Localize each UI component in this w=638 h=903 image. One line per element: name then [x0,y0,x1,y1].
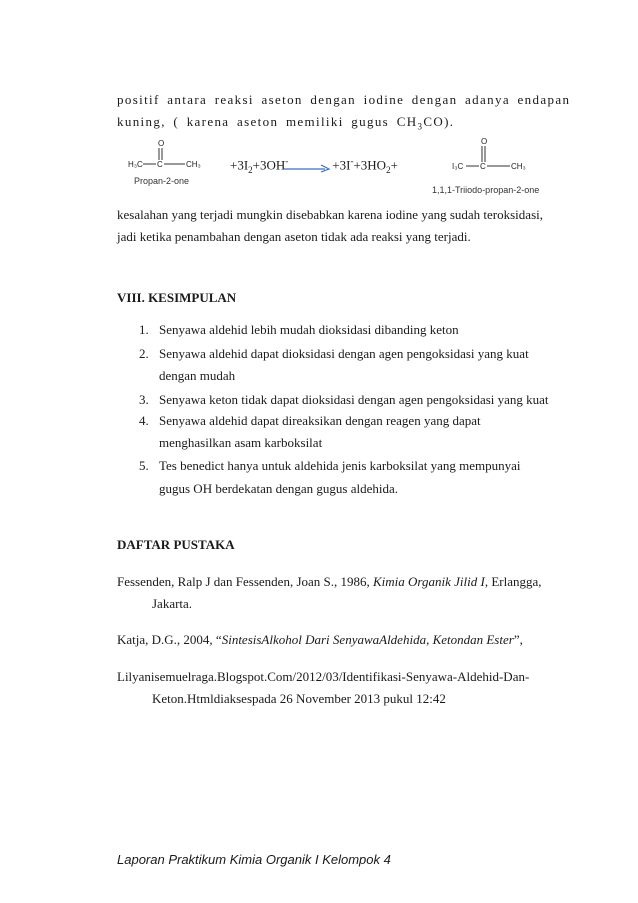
list-item-2-cont: dengan mudah [159,368,236,383]
paragraph-line-1: kesalahan yang terjadi mungkin disebabkan karena iodine yang sudah teroksidasi, [117,207,543,222]
reference-1-publisher: , Erlangga, [484,574,542,589]
list-item-3 [139,392,549,408]
list-item-1 [139,322,459,338]
reference-3: Lilyanisemuelraga.Blogspot.Com/2012/03/Identifikasi-Senyawa-Aldehid-Dan- [117,669,530,684]
list-item-1-num: 1. [139,322,149,337]
list-item-5-text: Tes benedict hanya untuk aldehida jenis karboksilat yang mempunyai [159,458,521,473]
list-item-4-num: 4. [139,413,149,428]
list-item-2-num: 2. [139,346,149,361]
propanone-structure [128,138,228,188]
reference-3-cont: Keton.Htmldiaksespada 26 November 2013 pukul 12:42 [152,691,446,706]
list-item-5-cont: gugus OH berdekatan dengan gugus aldehida. [159,481,398,496]
eq-hydroxide-sup: - [285,156,289,166]
reference-1 [117,574,542,590]
reference-2 [117,632,523,648]
eq-plus: + [390,157,398,173]
list-item-4 [139,413,481,429]
list-item-5 [139,458,521,474]
paragraph-line-2: jadi ketika penambahan dengan aseton tidak ada reaksi yang terjadi. [117,229,471,244]
eq-ho2-sub: 2 [386,164,391,175]
list-item-4-cont: menghasilkan asam karboksilat [159,435,323,450]
propanone-caption: Propan-2-one [134,176,190,186]
list-item-5-num: 5. [139,458,149,473]
propanone-center-carbon: C [157,160,163,169]
eq-hydroxide: +3OH [252,157,286,173]
triiodo-oxygen: O [481,137,488,146]
intro-line-2-sub: 3 [417,121,424,132]
intro-line-2 [117,114,454,132]
reference-2-authors: Katja, D.G., 2004, “ [117,632,222,647]
reference-1-authors: Fessenden, Ralp J dan Fessenden, Joan S., 1986, [117,574,374,589]
reaction-arrow-icon [283,163,331,173]
intro-line-2-suffix: CO). [423,114,455,129]
list-item-2-text: Senyawa aldehid dapat dioksidasi dengan agen pengoksidasi yang kuat [159,346,529,361]
intro-line-2-prefix: kuning, ( karena aseton memiliki gugus CH [117,114,418,129]
triiodopropanone-structure [432,136,552,196]
triiodopropanone-structure-svg [432,136,542,176]
list-item-4-text: Senyawa aldehid dapat direaksikan dengan reagen yang dapat [159,413,481,428]
daftar-pustaka-heading: DAFTAR PUSTAKA [117,537,235,552]
triiodopropanone-caption: 1,1,1-Triiodo-propan-2-one [432,185,540,195]
list-item-3-text: Senyawa keton tidak dapat dioksidasi dengan agen pengoksidasi yang kuat [159,392,549,407]
intro-line-1: positif antara reaksi aseton dengan iodine dengan adanya endapan [117,92,571,107]
reference-2-end: ”, [513,632,523,647]
eq-iodide: +3I [332,157,351,173]
triiodo-center-carbon: C [480,162,486,171]
eq-iodine-sub: 2 [248,164,253,175]
propanone-left-group: H₃C [128,160,143,169]
propanone-oxygen: O [158,139,165,148]
list-item-2 [139,346,529,362]
propanone-right-group: CH₃ [186,160,201,169]
kesimpulan-heading: VIII. KESIMPULAN [117,290,237,305]
eq-ho2: +3HO [353,157,387,173]
eq-iodide-sup: - [350,156,354,166]
reference-1-title: Kimia Organik Jilid I [373,574,485,589]
triiodo-right-group: CH₃ [511,162,526,171]
page-footer: Laporan Praktikum Kimia Organik I Kelompok 4 [117,852,391,867]
eq-iodine: +3I [230,157,249,173]
triiodo-left-group: I₃C [452,162,464,171]
list-item-1-text: Senyawa aldehid lebih mudah dioksidasi dibanding keton [159,322,459,337]
reference-1-cont: Jakarta. [152,596,193,611]
reference-2-title: SintesisAlkohol Dari SenyawaAldehida, Ketondan Ester [221,632,514,647]
propanone-structure-svg [128,138,228,178]
list-item-3-num: 3. [139,392,149,407]
